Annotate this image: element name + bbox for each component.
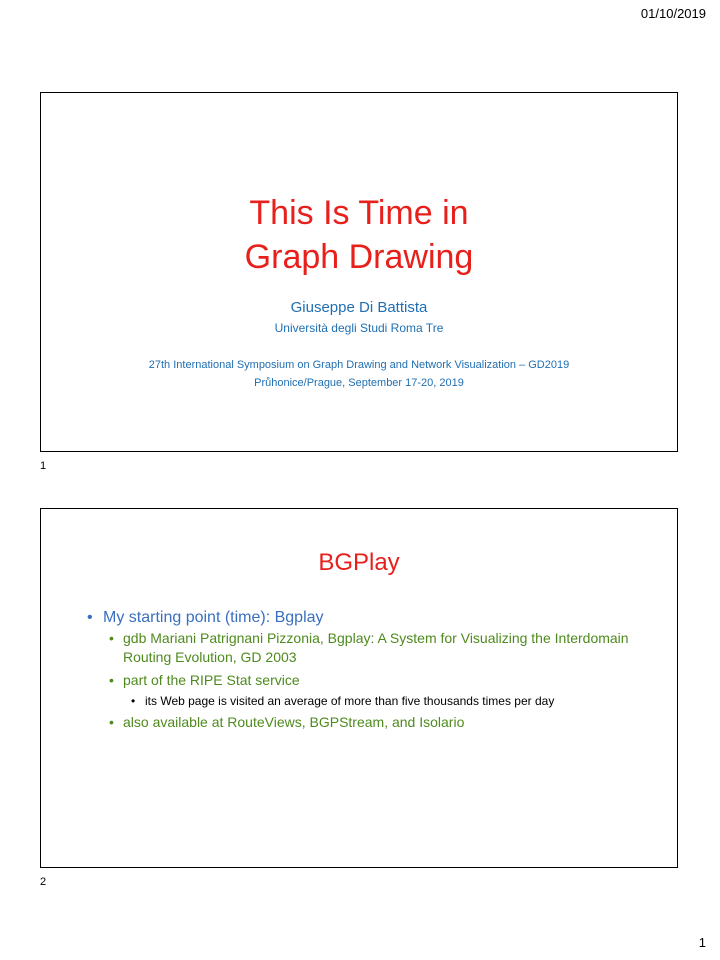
bullet-icon: • (109, 714, 114, 730)
bullet-text: also available at RouteViews, BGPStream, and Isolario (123, 714, 465, 730)
bullet-icon: • (109, 630, 114, 646)
bullet-level-2 (109, 713, 647, 732)
slide-title (41, 191, 677, 279)
slide-2 (40, 508, 678, 868)
bullet-level-2 (109, 671, 647, 690)
page-date: 01/10/2019 (640, 6, 706, 21)
slide-number-1: 1 (40, 460, 47, 472)
author-affiliation: Università degli Studi Roma Tre (274, 321, 444, 335)
bullet-text: My starting point (time): Bgplay (103, 609, 324, 626)
conference-venue: Průhonice/Prague, September 17-20, 2019 (254, 377, 464, 389)
bullet-icon: • (131, 694, 136, 708)
bullet-list (87, 609, 647, 736)
bullet-level-1 (87, 609, 647, 627)
bullet-icon: • (87, 609, 93, 626)
title-line-2: Graph Drawing (244, 238, 474, 276)
slide-1 (40, 92, 678, 452)
slide-number-2: 2 (40, 876, 47, 888)
slide-title: BGPlay (318, 549, 400, 576)
bullet-icon: • (109, 672, 114, 688)
title-line-1: This Is Time in (249, 194, 469, 232)
bullet-text: part of the RIPE Stat service (123, 672, 300, 688)
bullet-text: gdb Mariani Patrignani Pizzonia, Bgplay: A System for Visualizing the Interdomain Routing Evolution, GD 2003 (123, 630, 629, 665)
bullet-level-3 (131, 694, 647, 709)
conference-name: 27th International Symposium on Graph Drawing and Network Visualization – GD2019 (148, 359, 570, 371)
bullet-text: its Web page is visited an average of more than five thousands times per day (145, 694, 555, 708)
author-name: Giuseppe Di Battista (290, 299, 428, 316)
bullet-level-2 (109, 629, 647, 667)
page-number: 1 (698, 935, 706, 950)
